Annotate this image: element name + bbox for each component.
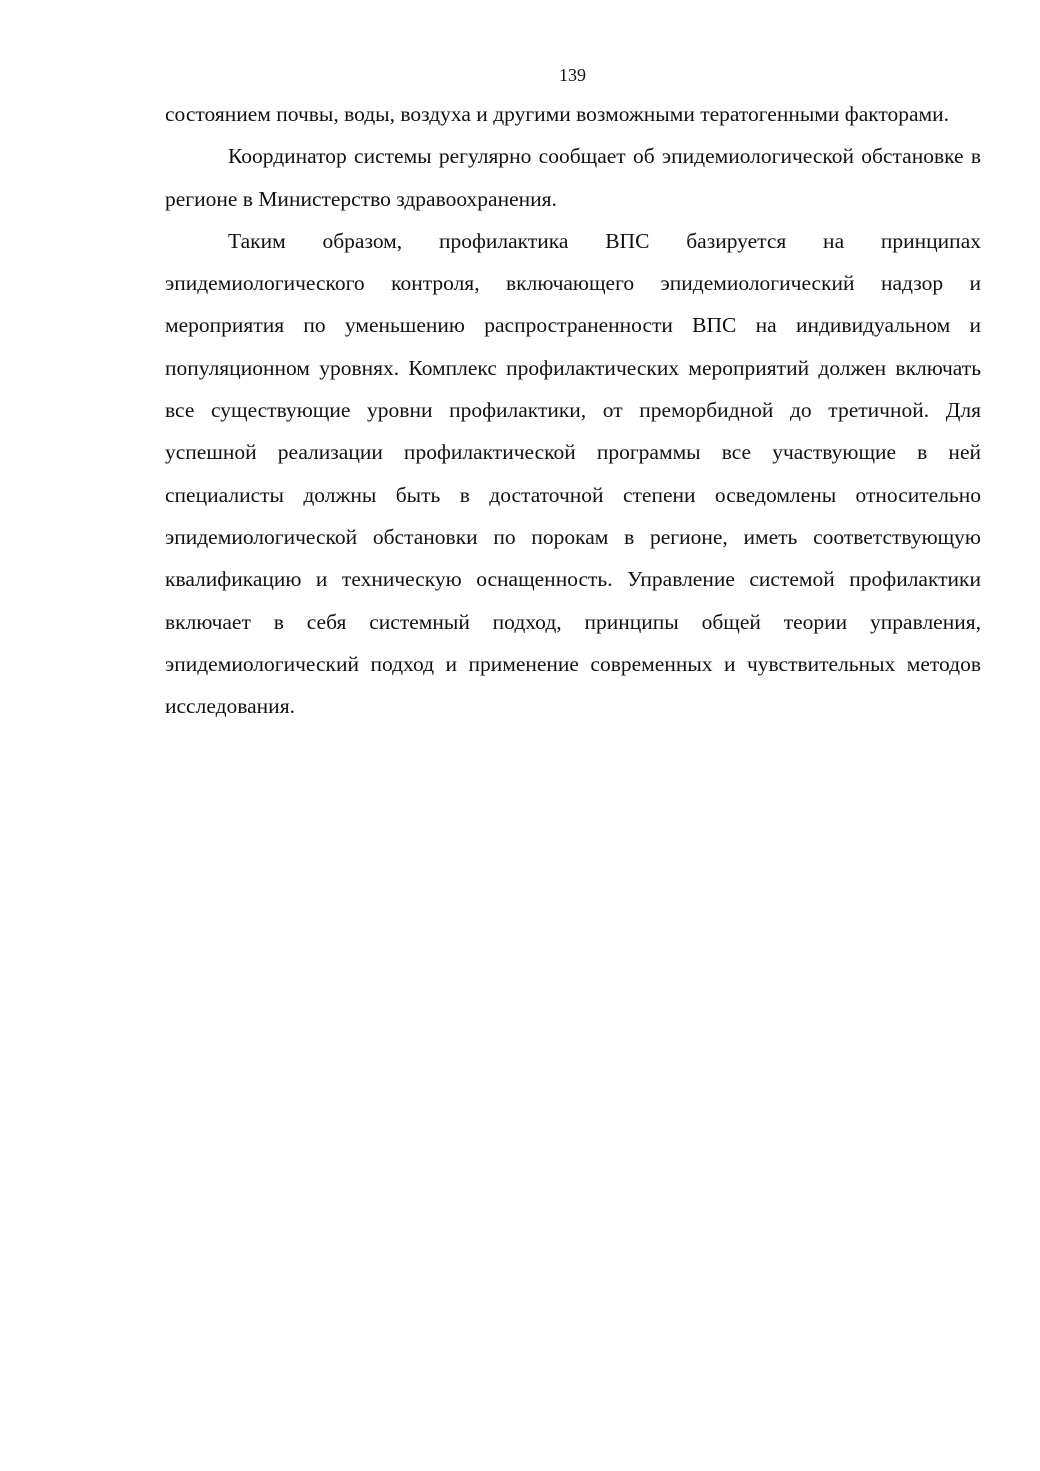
- paragraph-coordinator: Координатор системы регулярно сообщает об эпидемиологической обстановке в регионе в Министерство здравоохранения.: [165, 144, 981, 211]
- paragraph-continuation: состоянием почвы, воды, воздуха и другими возможными тератогенными факторами.: [165, 102, 950, 126]
- paragraph-conclusion: Таким образом, профилактика ВПС базируется на принципах эпидемиологического контроля, включающего эпидемиологический надзор и мероприятия по уменьшению распространенности ВПС на индивидуальном и популяционном уровнях. Комплекс профилактических мероприятий должен включать все существующие уровни профилактики, от преморбидной до третичной. Для успешной реализации профилактической программы все участвующие в ней специалисты должны быть в достаточной степени осведомлены относительно эпидемиологической обстановки по порокам в регионе, иметь соответствующую квалификацию и техническую оснащенность. Управление системой профилактики включает в себя системный подход, принципы общей теории управления, эпидемиологический подход и применение современных и чувствительных методов исследования.: [165, 228, 981, 719]
- page-number: 139: [559, 65, 586, 85]
- body-text: [165, 93, 981, 727]
